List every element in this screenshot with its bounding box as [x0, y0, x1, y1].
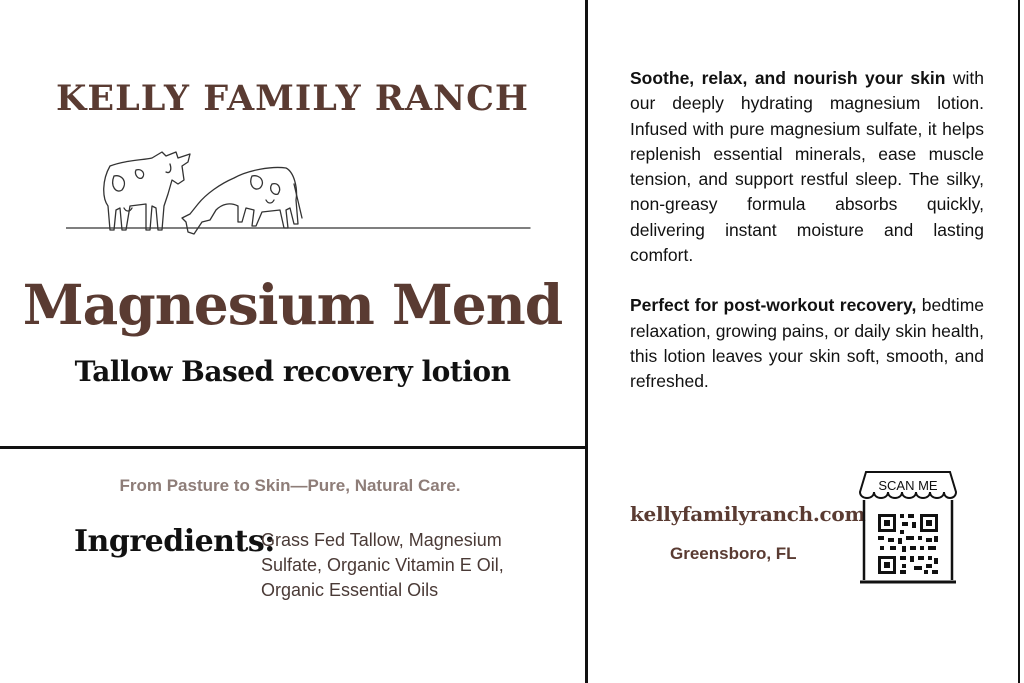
product-subtitle: Tallow Based recovery lotion — [74, 355, 511, 388]
qr-caption: SCAN ME — [878, 478, 938, 493]
description-paragraph-1 — [630, 66, 984, 268]
cows-illustration-icon — [66, 148, 532, 258]
ingredients-label: Ingredients: — [74, 524, 275, 559]
description-paragraph-2 — [630, 293, 984, 394]
product-description — [630, 66, 984, 395]
location-text: Greensboro, FL — [670, 544, 797, 563]
website-link[interactable]: kellyfamilyranch.com — [630, 502, 866, 526]
description-body-2: bedtime relaxation, growing pains, or daily skin health, this lotion leaves your skin soft, smooth, and refreshed. — [630, 295, 984, 392]
horizontal-divider — [0, 446, 587, 449]
description-body-1: with our deeply hydrating magnesium lotion. Infused with pure magnesium sulfate, it helps replenish essential minerals, ease muscle tension, and support restful sleep. The silky, non-greasy formula absorbs quickly, delivering instant moisture and lasting comfort. — [630, 68, 985, 266]
qr-badge[interactable] — [858, 470, 958, 588]
ingredients-list: Grass Fed Tallow, Magnesium Sulfate, Organic Vitamin E Oil, Organic Essential Oils — [261, 530, 504, 600]
qr-code-icon — [878, 514, 938, 574]
vertical-divider — [585, 0, 588, 683]
product-name: Magnesium Mend — [22, 272, 563, 337]
ranch-name: KELLY FAMILY RANCH — [55, 78, 530, 119]
tagline: From Pasture to Skin—Pure, Natural Care. — [119, 476, 461, 495]
right-edge-line — [1018, 0, 1020, 683]
description-lead-1: Soothe, relax, and nourish your skin — [630, 68, 946, 88]
description-lead-2: Perfect for post-workout recovery, — [630, 295, 917, 316]
